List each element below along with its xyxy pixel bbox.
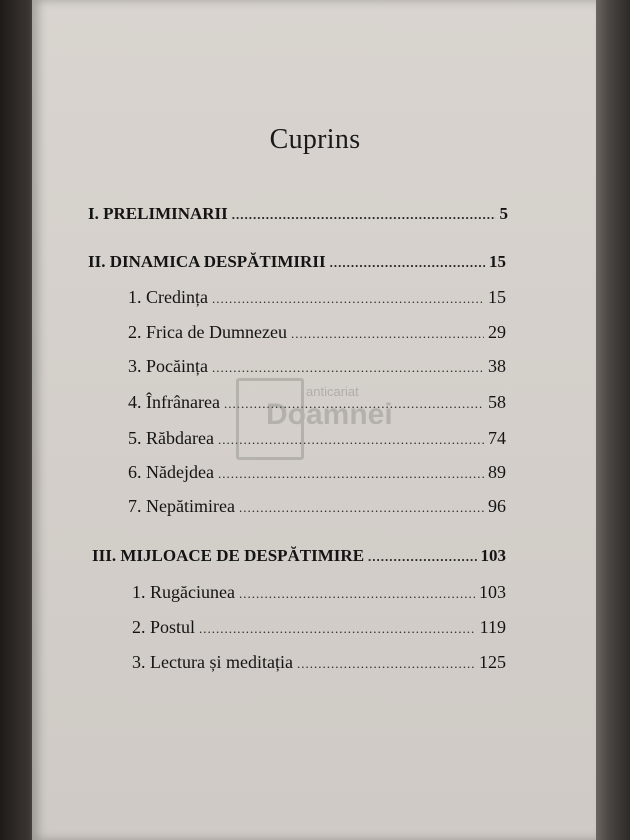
toc-entry-label: 3. Lectura și meditația	[132, 652, 293, 672]
toc-entry-page: 58	[488, 392, 506, 412]
toc-entry-lectura-si-meditatia[interactable]	[132, 652, 506, 678]
toc-entry-credinta[interactable]	[128, 287, 506, 313]
toc-leader-dots	[239, 586, 475, 602]
toc-entry-page: 125	[479, 652, 506, 672]
toc-leader-dots	[291, 326, 484, 342]
toc-leader-dots	[212, 360, 484, 376]
toc-entry-label: 1. Rugăciunea	[132, 582, 235, 602]
toc-entry-label: 2. Postul	[132, 617, 196, 637]
toc-entry-page: 15	[488, 287, 506, 307]
toc-entry-nepatimirea[interactable]	[128, 496, 506, 522]
watermark-big-text: Doamnei	[266, 398, 393, 431]
toc-entry-label: 7. Nepătimirea	[128, 496, 235, 516]
toc-title: Cuprins	[269, 124, 361, 155]
toc-leader-dots	[239, 500, 484, 516]
toc-entry-label: II. DINAMICA DESPĂTIMIRII	[88, 252, 326, 271]
toc-entry-page: 29	[488, 322, 506, 342]
toc-entry-label: I. PRELIMINARII	[88, 204, 228, 223]
toc-leader-dots	[368, 549, 476, 565]
toc-entry-rugaciunea[interactable]	[132, 582, 506, 608]
toc-entry-label: 5. Răbdarea	[128, 428, 214, 448]
toc-entry-page: 38	[488, 356, 506, 376]
toc-entry-mijloace-de-despatimire[interactable]	[92, 546, 506, 572]
toc-entry-page: 5	[499, 204, 508, 223]
toc-entry-postul[interactable]	[132, 617, 506, 643]
toc-entry-page: 103	[480, 546, 506, 565]
watermark-small-text: anticariat	[306, 384, 359, 399]
anticariat-watermark	[236, 378, 416, 458]
toc-entry-frica-de-dumnezeu[interactable]	[128, 322, 506, 348]
toc-entry-label: 1. Credința	[128, 287, 208, 307]
toc-entry-nadejdea[interactable]	[128, 462, 506, 488]
toc-leader-dots	[330, 255, 485, 271]
toc-entry-preliminarii[interactable]	[88, 204, 508, 230]
toc-leader-dots	[212, 291, 484, 307]
toc-leader-dots	[218, 466, 484, 482]
toc-leader-dots	[199, 621, 476, 637]
toc-entry-page: 74	[488, 428, 506, 448]
toc-entry-page: 119	[479, 617, 506, 637]
toc-entry-label: 3. Pocăința	[128, 356, 208, 376]
toc-leader-dots	[297, 656, 475, 672]
toc-leader-dots	[232, 207, 496, 223]
toc-entry-page: 103	[479, 582, 506, 602]
toc-entry-label: 2. Frica de Dumnezeu	[128, 322, 287, 342]
toc-entry-dinamica-despatimirii[interactable]	[88, 252, 506, 278]
toc-entry-label: III. MIJLOACE DE DESPĂTIMIRE	[92, 546, 365, 565]
toc-entry-page: 89	[488, 462, 506, 482]
toc-entry-label: 6. Nădejdea	[128, 462, 214, 482]
toc-entry-label: 4. Înfrânarea	[128, 392, 220, 412]
toc-entry-page: 96	[488, 496, 506, 516]
toc-entry-page: 15	[489, 252, 506, 271]
